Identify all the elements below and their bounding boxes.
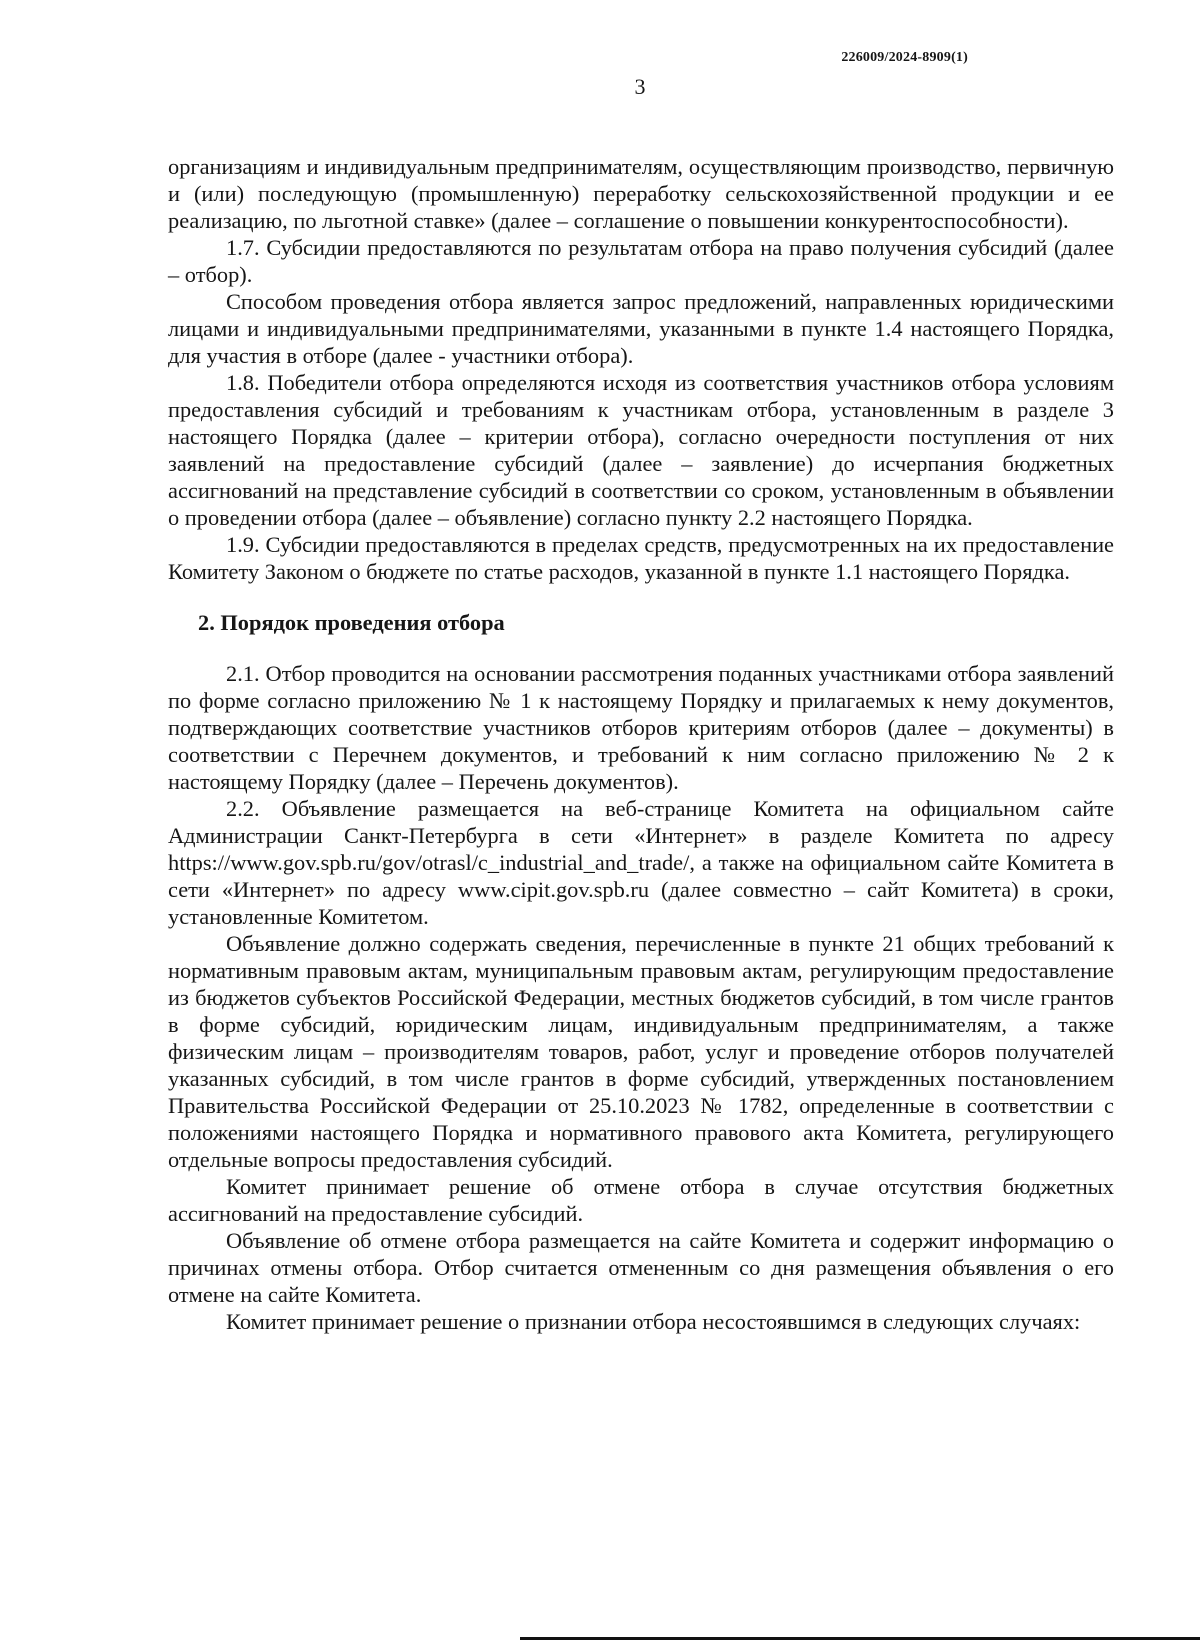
paragraph-1-9: 1.9. Субсидии предоставляются в пределах средств, предусмотренных на их предоставление Комитету Законом о бюджете по статье расходов, указанной в пункте 1.1 настоящего Порядка. bbox=[168, 532, 1114, 584]
paragraph-2-1: 2.1. Отбор проводится на основании рассмотрения поданных участниками отбора заявлений по форме согласно приложению № 1 к настоящему Порядку и прилагаемых к нему документов, подтверждающих соответствие участников отборов критериям отборов (далее – документы) в соответствии с Перечнем документов, и требований к ним согласно приложению № 2 к настоящему Порядку (далее – Перечень документов). bbox=[168, 661, 1114, 794]
page-number: 3 bbox=[634, 74, 646, 99]
paragraph-1-7: 1.7. Субсидии предоставляются по результатам отбора на право получения субсидий (далее – отбор). bbox=[168, 235, 1114, 287]
paragraph: Комитет принимает решение о признании отбора несостоявшимся в следующих случаях: bbox=[226, 1309, 1081, 1334]
paragraph-2-2: 2.2. Объявление размещается на веб-странице Комитета на официальном сайте Администрации Санкт-Петербурга в сети «Интернет» в разделе Комитета по адресу https://www.gov.spb.ru/gov/otrasl/c_industrial_and_trade/, а также на официальном сайте Комитета в сети «Интернет» по адресу www.cipit.gov.spb.ru (далее совместно – сайт Комитета) в сроки, установленные Комитетом. bbox=[168, 796, 1114, 929]
paragraph: Комитет принимает решение об отмене отбора в случае отсутствия бюджетных ассигнований на предоставление субсидий. bbox=[168, 1174, 1114, 1226]
paragraph: Объявление должно содержать сведения, перечисленные в пункте 21 общих требований к нормативным правовым актам, муниципальным правовым актам, регулирующим предоставление из бюджетов субъектов Российской Федерации, местных бюджетов субсидий, в том числе грантов в форме субсидий, юридическим лицам, индивидуальным предпринимателям, а также физическим лицам – производителям товаров, работ, услуг и проведение отборов получателей указанных субсидий, в том числе грантов в форме субсидий, утвержденных постановлением Правительства Российской Федерации от 25.10.2023 № 1782, определенные в соответствии с положениями настоящего Порядка и нормативного правового акта Комитета, регулирующего отдельные вопросы предоставления субсидий. bbox=[168, 931, 1114, 1172]
paragraph: Способом проведения отбора является запрос предложений, направленных юридическими лицами и индивидуальными предпринимателями, указанными в пункте 1.4 настоящего Порядка, для участия в отборе (далее - участники отбора). bbox=[168, 289, 1114, 368]
paragraph-1-8: 1.8. Победители отбора определяются исходя из соответствия участников отбора условиям предоставления субсидий и требованиям к участникам отбора, установленным в разделе 3 настоящего Порядка (далее – критерии отбора), согласно очередности поступления от них заявлений на предоставление субсидий (далее – заявление) до исчерпания бюджетных ассигнований на представление субсидий в соответствии со сроком, установленным в объявлении о проведении отбора (далее – объявление) согласно пункту 2.2 настоящего Порядка. bbox=[168, 370, 1114, 530]
document-body bbox=[168, 153, 1114, 1335]
paragraph: Объявление об отмене отбора размещается на сайте Комитета и содержит информацию о причинах отмены отбора. Отбор считается отмененным со дня размещения объявления о его отмене на сайте Комитета. bbox=[168, 1228, 1114, 1307]
document-number: 226009/2024-8909(1) bbox=[841, 50, 968, 65]
section-heading: 2. Порядок проведения отбора bbox=[198, 610, 505, 635]
paragraph: организациям и индивидуальным предпринимателям, осуществляющим производство, первичную и (или) последующую (промышленную) переработку сельскохозяйственной продукции и ее реализацию, по льготной ставке» (далее – соглашение о повышении конкурентоспособности). bbox=[168, 154, 1114, 233]
